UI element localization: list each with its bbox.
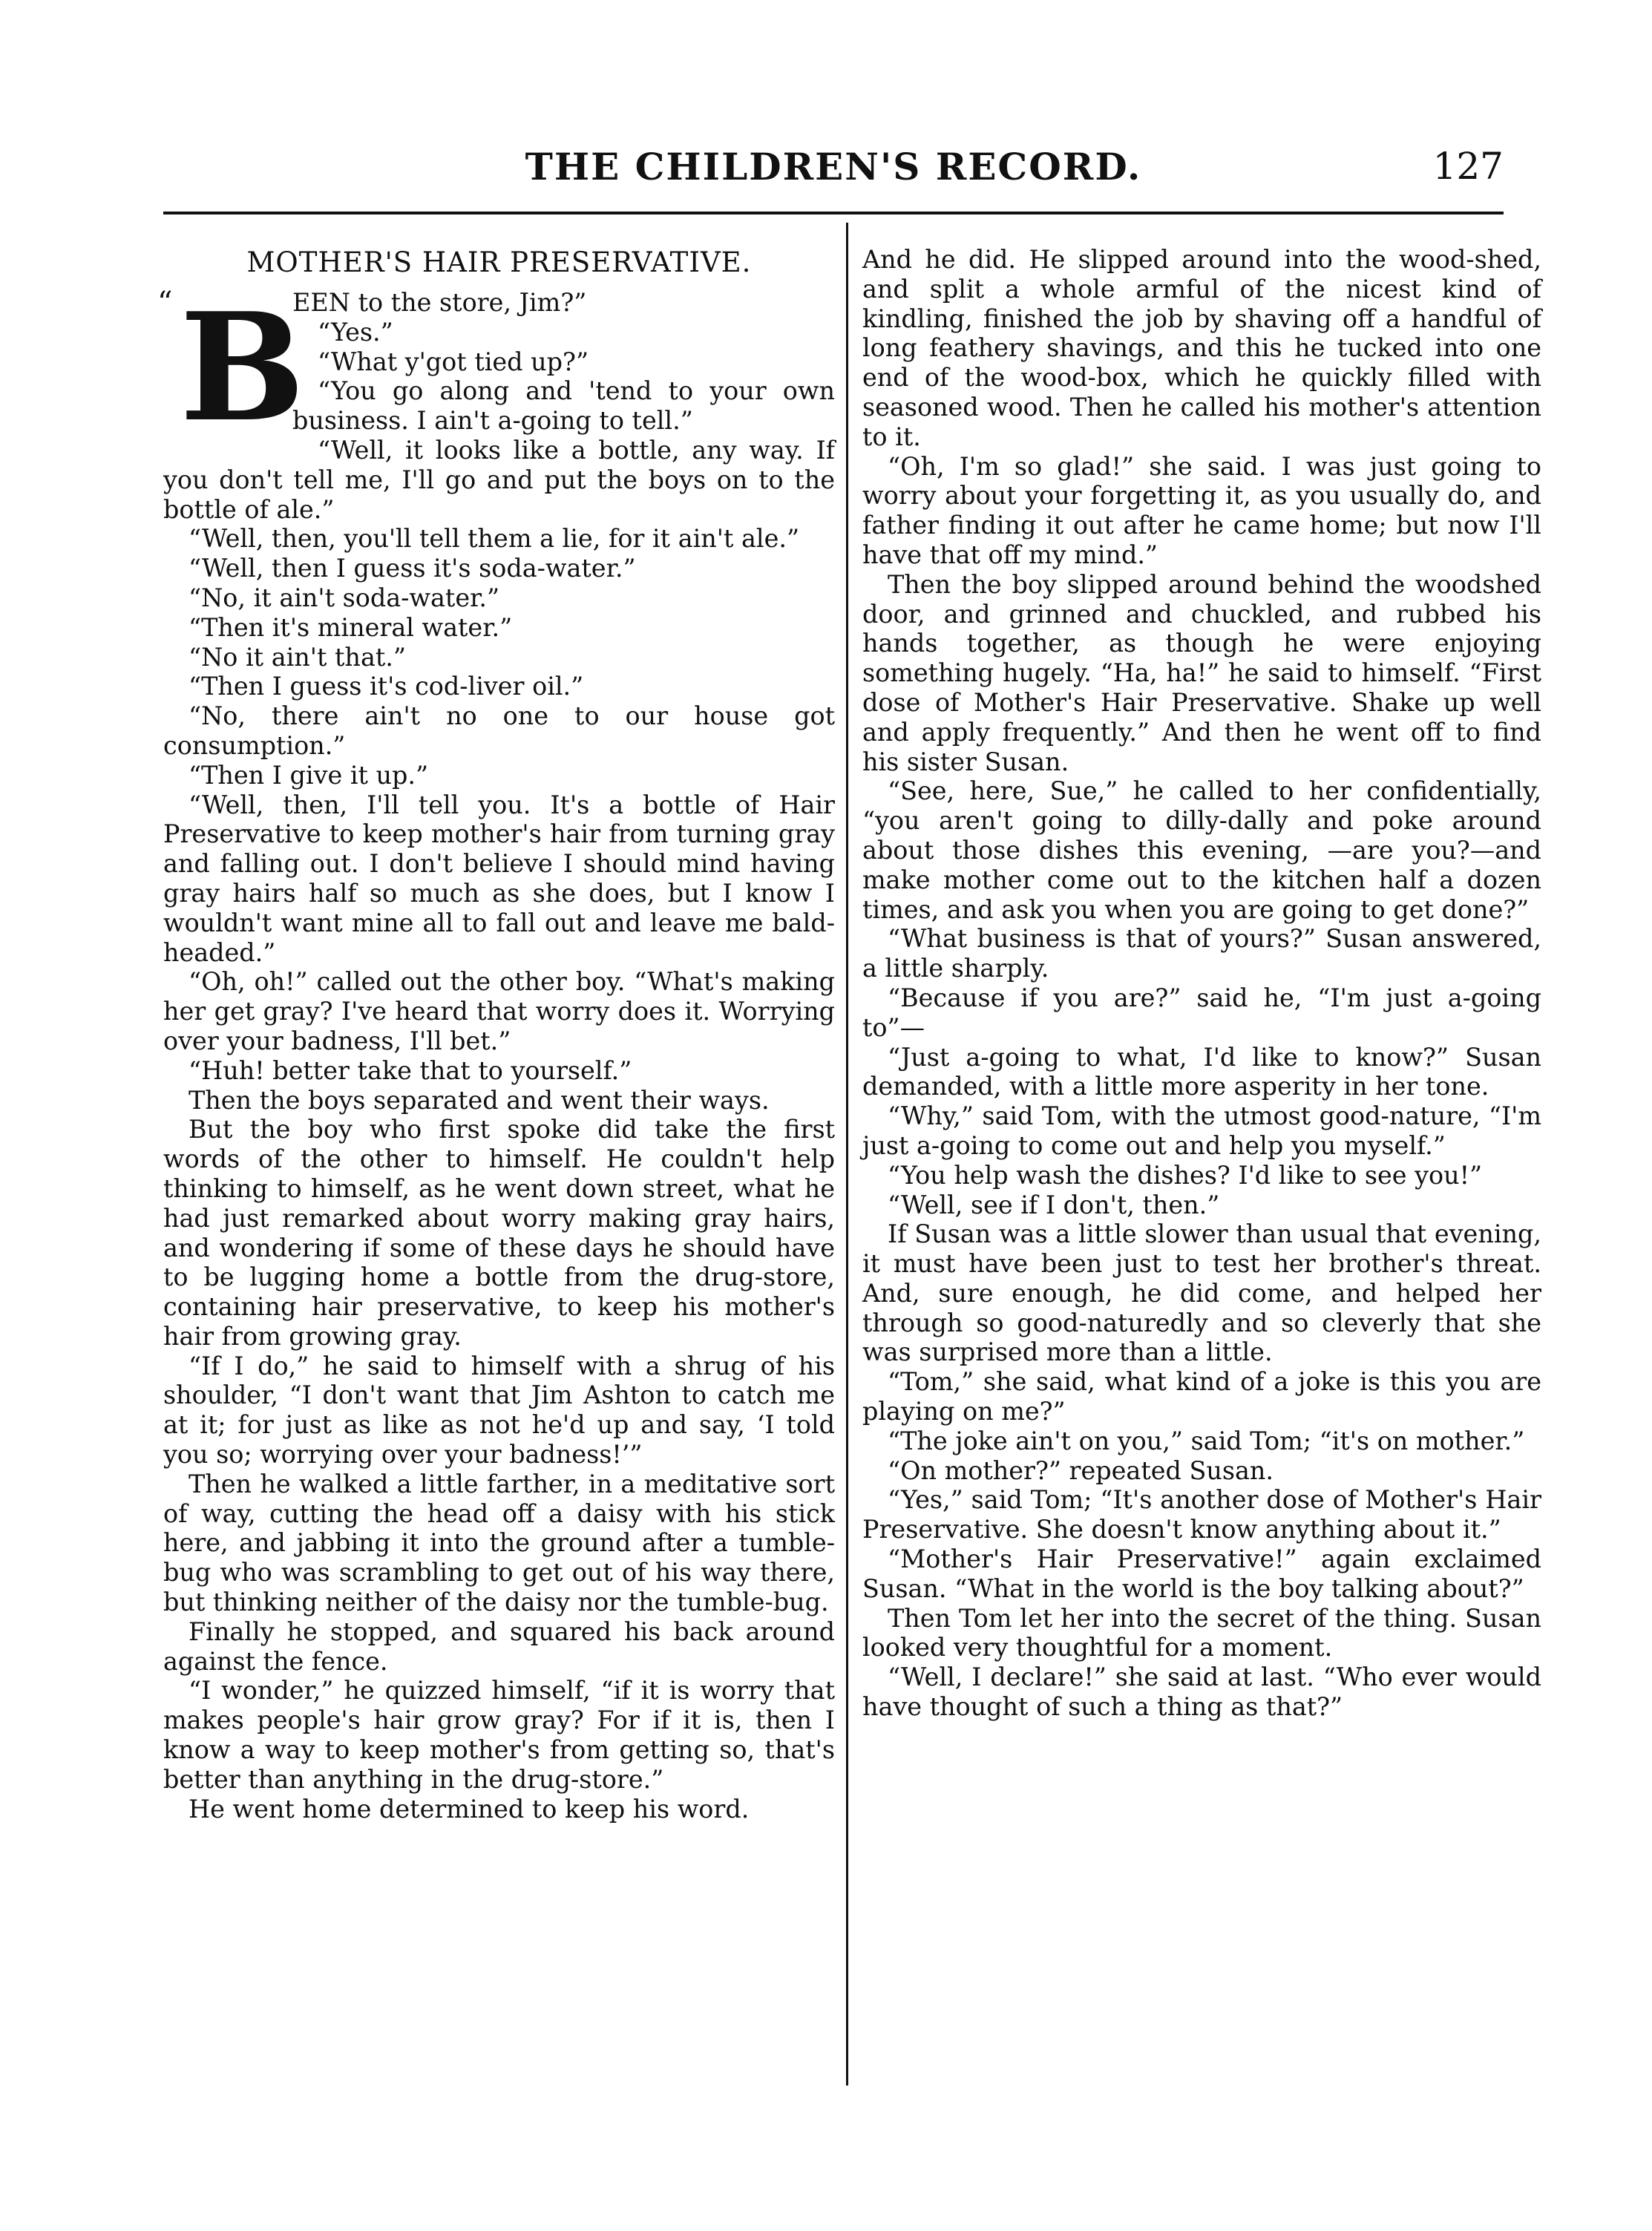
paragraph: “No it ain't that.” [189, 642, 406, 672]
paragraph: “Because if you are?” said he, “I'm just a-going to”— [862, 983, 1541, 1042]
paragraph: “Huh! better take that to yourself.” [189, 1055, 632, 1085]
page-header [163, 145, 1504, 197]
paragraph: Finally he stopped, and squared his back around against the fence. [163, 1616, 835, 1676]
page-number: 127 [1432, 145, 1504, 188]
paragraph: “What y'got tied up?” [318, 347, 589, 376]
paragraph: “Why,” said Tom, with the utmost good-nature, “I'm just a-going to come out and help you myself.” [862, 1101, 1541, 1160]
header-rule [163, 212, 1504, 214]
paragraph: If Susan was a little slower than usual that evening, it must have been just to test her brother's threat. And, sure enough, he did come, and helped her through so good-naturedly and so cleverly that she was surprised more than a little. [862, 1219, 1541, 1367]
paragraph: “Then I guess it's cod-liver oil.” [189, 672, 584, 701]
paragraph: “Well, it looks like a bottle, any way. If you don't tell me, I'll go and put the boys on to the bottle of ale.” [163, 435, 835, 524]
story-title: MOTHER'S HAIR PRESERVATIVE. [246, 246, 752, 278]
paragraph: “Just a-going to what, I'd like to know?” Susan demanded, with a little more asperity in her tone. [862, 1042, 1541, 1101]
paragraph: “Well, see if I don't, then.” [888, 1190, 1220, 1219]
paragraph: He went home determined to keep his word. [189, 1794, 750, 1824]
paragraph: “Mother's Hair Preservative!” again exclaimed Susan. “What in the world is the boy talking about?” [862, 1544, 1541, 1603]
paragraph: Then he walked a little farther, in a meditative sort of way, cutting the head off a daisy with his stick here, and jabbing it into the ground after a tumble-bug who was scrambling to get out of his way there, but thinking neither of the daisy nor the tumble-bug. [163, 1469, 835, 1617]
paragraph: “What business is that of yours?” Susan answered, a little sharply. [862, 924, 1541, 983]
paragraph: Then the boys separated and went their ways. [189, 1085, 770, 1115]
paragraph: “If I do,” he said to himself with a shrug of his shoulder, “I don't want that Jim Ashton to catch me at it; for just as like as not he'd up and say, ‘I told you so; worrying over your badness!’” [163, 1351, 835, 1470]
paragraph: “Oh, I'm so glad!” she said. I was just going to worry about your forgetting it, as you usually do, and father finding it out after he came home; but now I'll have that off my mind.” [862, 451, 1541, 569]
paragraph: “Yes,” said Tom; “It's another dose of Mother's Hair Preservative. She doesn't know anything about it.” [862, 1485, 1541, 1544]
column-divider [846, 223, 848, 2086]
paragraph: EEN to the store, Jim?” [292, 288, 587, 317]
paragraph: “I wonder,” he quizzed himself, “if it is worry that makes people's hair grow gray? For if it is, then I know a way to keep mother's from getting so, that's better than anything in the drug-store.” [163, 1676, 835, 1794]
paragraph: “Tom,” she said, what kind of a joke is this you are playing on me?” [862, 1367, 1541, 1426]
paragraph: “No, there ain't no one to our house got consumption.” [163, 701, 835, 760]
paragraph: “Oh, oh!” called out the other boy. “What's making her get gray? I've heard that worry does it. Worrying over your badness, I'll bet.” [163, 967, 835, 1055]
paragraph: “The joke ain't on you,” said Tom; “it's on mother.” [888, 1426, 1525, 1455]
paragraph: “Well, then I guess it's soda-water.” [189, 554, 636, 583]
paragraph: “No, it ain't soda-water.” [189, 583, 500, 612]
left-column [157, 245, 835, 1824]
drop-cap-block [157, 281, 306, 455]
paragraph: And he did. He slipped around into the wood-shed, and split a whole armful of the nicest kind of kindling, finished the job by shaving off a handful of long feathery shavings, and this he tucked into one end of the wood-box, which he quickly filled with seasoned wood. Then he called his mother's attention to it. [862, 245, 1541, 451]
paragraph: “You help wash the dishes? I'd like to see you!” [888, 1160, 1483, 1190]
paragraph: “Then I give it up.” [189, 760, 429, 790]
paragraph: “Yes.” [318, 317, 393, 347]
paragraph: “Then it's mineral water.” [189, 612, 513, 642]
paragraph: “Well, then, you'll tell them a lie, for it ain't ale.” [189, 524, 800, 554]
paragraph: But the boy who first spoke did take the first words of the other to himself. He couldn't help thinking to himself, as he went down street, what he had just remarked about worry making gray hairs, and wondering if some of these days he should have to be lugging home a bottle from the drug-store, containing hair preservative, to keep his mother's hair from growing gray. [163, 1115, 835, 1351]
paragraph: “Well, I declare!” she said at last. “Who ever would have thought of such a thing as that?” [862, 1662, 1541, 1722]
paragraph: Then Tom let her into the secret of the thing. Susan looked very thoughtful for a moment. [862, 1603, 1541, 1662]
paragraph: “Well, then, I'll tell you. It's a bottle of Hair Preservative to keep mother's hair from turning gray and falling out. I don't believe I should mind having gray hairs half so much as she does, but I know I wouldn't want mine all to fall out and leave me bald-headed.” [163, 790, 835, 967]
running-title: THE CHILDREN'S RECORD. [525, 145, 1142, 189]
paragraph: “You go along and 'tend to your own business. I ain't a-going to tell.” [292, 376, 835, 436]
right-column [862, 245, 1541, 1722]
paragraph: “On mother?” repeated Susan. [888, 1455, 1274, 1485]
drop-cap-quote: “ [157, 286, 173, 320]
drop-cap-letter: B [180, 281, 306, 455]
paragraph: Then the boy slipped around behind the woodshed door, and grinned and chuckled, and rubbed his hands together, as though he were enjoying something hugely. “Ha, ha!” he said to himself. “First dose of Mother's Hair Preservative. Shake up well and apply frequently.” And then he went off to find his sister Susan. [862, 569, 1541, 776]
paragraph: “See, here, Sue,” he called to her confidentially, “you aren't going to dilly-dally and poke around about those dishes this evening, —are you?—and make mother come out to the kitchen half a dozen times, and ask you when you are going to get done?” [862, 776, 1541, 924]
